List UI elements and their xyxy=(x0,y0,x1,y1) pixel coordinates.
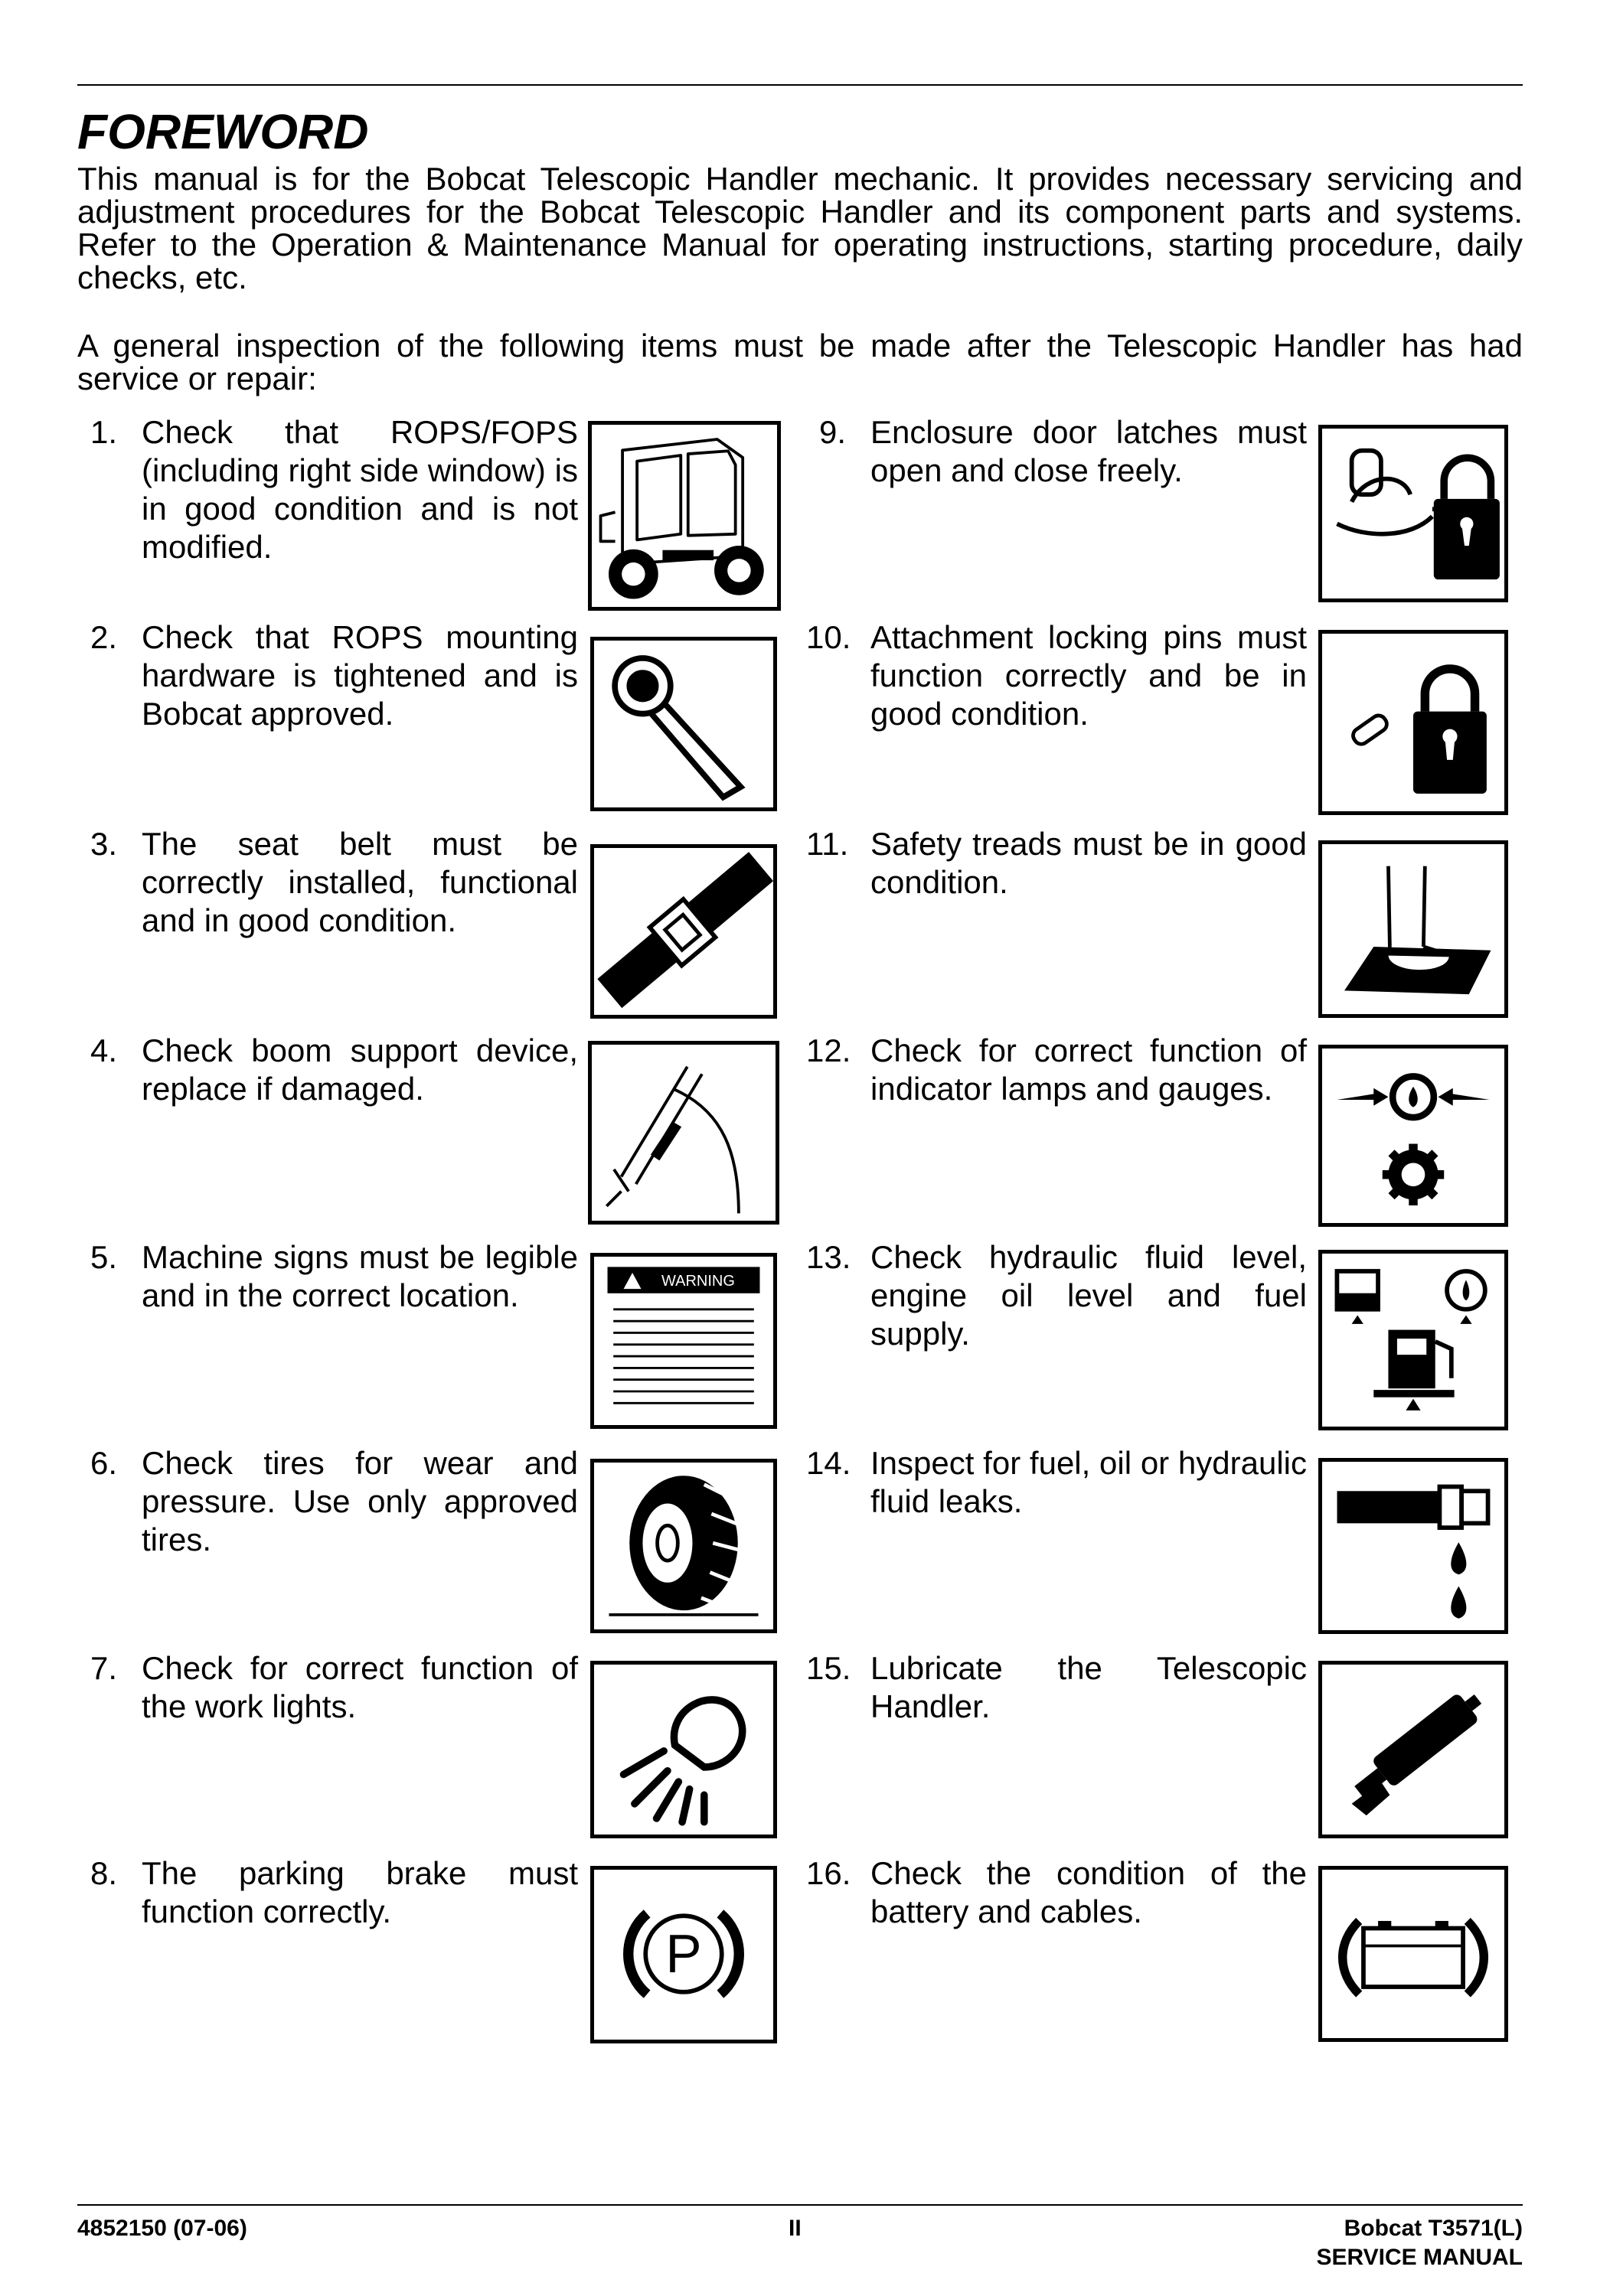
footer-model: Bobcat T3571(L) xyxy=(1344,2216,1523,2241)
item-text: Machine signs must be legible and in the correct location. xyxy=(142,1239,578,1313)
warning-sign-icon xyxy=(590,1253,777,1429)
item-number: 6. xyxy=(90,1445,117,1481)
item-number: 11. xyxy=(806,826,849,862)
item-text: Inspect for fuel, oil or hydraulic fluid leaks. xyxy=(870,1445,1307,1519)
item-number: 7. xyxy=(90,1650,117,1686)
cab-rops-icon xyxy=(588,421,781,611)
footer-rule xyxy=(77,2204,1523,2206)
item-text: Lubricate the Telescopic Handler. xyxy=(870,1650,1307,1724)
footer-doc-number: 4852150 (07-06) xyxy=(77,2216,247,2241)
item-number: 3. xyxy=(90,826,117,862)
item-number: 5. xyxy=(90,1239,117,1275)
item-number: 4. xyxy=(90,1032,117,1068)
page-title: FOREWORD xyxy=(77,104,369,159)
wrench-icon xyxy=(590,637,777,811)
item-number: 16. xyxy=(806,1855,851,1891)
inspection-intro-paragraph: A general inspection of the following items must be made after the Telescopic Handler has had service or repair: xyxy=(77,328,1523,396)
item-text: Check that ROPS mounting hardware is tightened and is Bobcat approved. xyxy=(142,619,578,732)
footer-manual-name: SERVICE MANUAL xyxy=(1316,2245,1523,2270)
work-light-icon xyxy=(590,1661,777,1838)
item-number: 2. xyxy=(90,619,117,655)
item-number: 1. xyxy=(90,414,117,450)
fluid-levels-icon xyxy=(1318,1250,1508,1430)
leak-icon xyxy=(1318,1458,1508,1634)
footer-page-number: II xyxy=(789,2216,802,2241)
locking-pin-icon xyxy=(1318,630,1508,815)
item-text: Enclosure door latches must open and close freely. xyxy=(870,414,1307,488)
item-number: 10. xyxy=(806,619,851,655)
item-text: Safety treads must be in good condition. xyxy=(870,826,1307,900)
parking-brake-icon xyxy=(590,1866,777,2043)
intro-paragraph: This manual is for the Bobcat Telescopic Handler mechanic. It provides necessary servicing and adjustment procedures for the Bobcat Telescopic Handler and its component parts and systems. Refer to the Operation & Maintenance Manual for operating instructions, starting procedure, daily checks, etc. xyxy=(77,161,1523,295)
item-number: 14. xyxy=(806,1445,851,1481)
item-text: Attachment locking pins must function correctly and be in good condition. xyxy=(870,619,1307,732)
item-text: The parking brake must function correctly. xyxy=(142,1855,578,1929)
seat-belt-icon xyxy=(590,844,777,1019)
item-number: 12. xyxy=(806,1032,851,1068)
item-text: Check the condition of the battery and cables. xyxy=(870,1855,1307,1929)
item-text: The seat belt must be correctly installed, functional and in good condition. xyxy=(142,826,578,938)
grease-gun-icon xyxy=(1318,1661,1508,1838)
item-text: Check that ROPS/FOPS (including right side window) is in good condition and is not modified. xyxy=(142,414,578,565)
indicator-lamps-icon xyxy=(1318,1045,1508,1227)
item-number: 9. xyxy=(818,414,846,450)
item-text: Check for correct function of the work lights. xyxy=(142,1650,578,1724)
item-number: 13. xyxy=(806,1239,851,1275)
sign-label: WARNING xyxy=(661,1273,735,1290)
item-number: 15. xyxy=(806,1650,851,1686)
item-text: Check for correct function of indicator lamps and gauges. xyxy=(870,1032,1307,1107)
item-text: Check boom support device, replace if damaged. xyxy=(142,1032,578,1107)
safety-tread-icon xyxy=(1318,840,1508,1018)
item-number: 8. xyxy=(90,1855,117,1891)
item-text: Check tires for wear and pressure. Use only approved tires. xyxy=(142,1445,578,1557)
tire-icon xyxy=(590,1459,777,1633)
boom-support-icon xyxy=(588,1041,779,1225)
battery-icon xyxy=(1318,1866,1508,2042)
svg-text:P: P xyxy=(665,1923,702,1985)
item-text: Check hydraulic fluid level, engine oil level and fuel supply. xyxy=(870,1239,1307,1352)
door-latch-lock-icon xyxy=(1318,425,1508,602)
top-rule xyxy=(77,84,1523,86)
